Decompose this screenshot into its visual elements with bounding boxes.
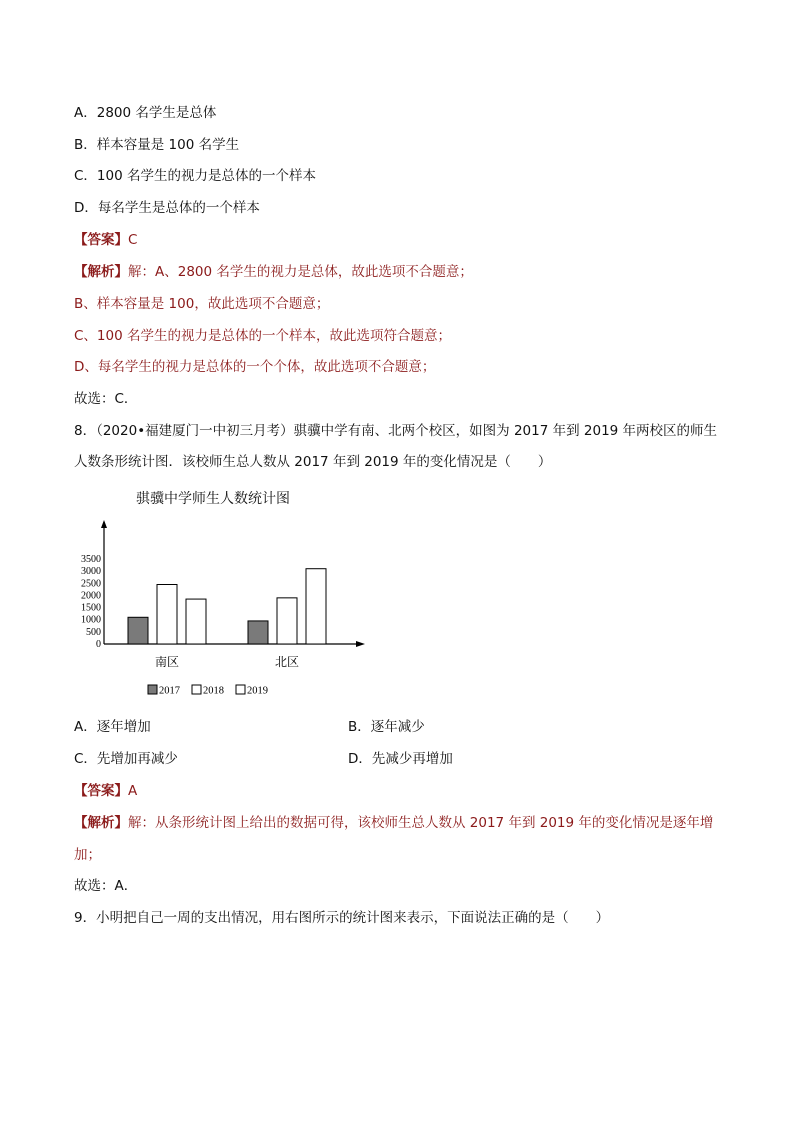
y-tick-label: 0 <box>96 639 101 650</box>
q7-option-a: A．2800 名学生是总体 <box>74 105 217 121</box>
q8-answer <box>74 782 137 800</box>
answer-tag: 【答案】 <box>74 783 128 799</box>
q8-stem-line-1: 8．（2020•福建厦门一中初三月考）骐骥中学有南、北两个校区，如图为 2017 年到 2019 年两校区的师生 <box>74 423 718 439</box>
bar <box>157 585 177 645</box>
legend-label: 2018 <box>203 685 224 697</box>
bar <box>128 617 148 644</box>
q7-choose: 故选：C． <box>74 391 138 407</box>
legend-label: 2019 <box>247 685 268 697</box>
analysis-text: 解：从条形统计图上给出的数据可得，该校师生总人数从 2017 年到 2019 年的变化情况是逐年增 <box>128 815 714 831</box>
q8-option-b: B．逐年减少 <box>348 719 425 735</box>
bar <box>277 598 297 644</box>
analysis-tag: 【解析】 <box>74 264 128 280</box>
chart-title: 骐骥中学师生人数统计图 <box>136 491 290 507</box>
bar <box>248 621 268 644</box>
y-tick-label: 1000 <box>81 614 101 626</box>
y-axis-arrow <box>101 520 107 528</box>
bar-chart <box>60 520 380 705</box>
answer-value: A <box>128 783 138 799</box>
q8-option-a: A．逐年增加 <box>74 719 151 735</box>
y-tick-label: 2500 <box>81 578 101 590</box>
q7-option-b: B．样本容量是 100 名学生 <box>74 137 240 153</box>
analysis-tag: 【解析】 <box>74 815 128 831</box>
legend-swatch <box>236 685 245 694</box>
q8-option-d: D．先减少再增加 <box>348 751 453 767</box>
analysis-text: 解：A、2800 名学生的视力是总体，故此选项不合题意； <box>128 264 473 280</box>
q7-analysis-line-3: C、100 名学生的视力是总体的一个样本，故此选项符合题意； <box>74 328 451 344</box>
q7-analysis-line-2: B、样本容量是 100，故此选项不合题意； <box>74 296 330 312</box>
q8-stem-line-2: 人数条形统计图．该校师生总人数从 2017 年到 2019 年的变化情况是（ ） <box>74 454 552 470</box>
y-tick-label: 1500 <box>81 602 101 614</box>
y-tick-label: 2000 <box>81 590 101 602</box>
q7-option-d: D．每名学生是总体的一个样本 <box>74 200 260 216</box>
y-tick-label: 3000 <box>81 566 101 578</box>
legend-swatch <box>148 685 157 694</box>
category-label: 北区 <box>274 655 300 669</box>
bar <box>186 599 206 644</box>
q9-stem: 9．小明把自己一周的支出情况，用右图所示的统计图来表示，下面说法正确的是（ ） <box>74 910 610 926</box>
category-label: 南区 <box>154 655 180 669</box>
q7-answer <box>74 231 137 249</box>
q8-option-c: C．先增加再减少 <box>74 751 178 767</box>
q7-analysis-line-4: D、每名学生的视力是总体的一个个体，故此选项不合题意； <box>74 359 436 375</box>
legend-swatch <box>192 685 201 694</box>
q7-analysis-line-1 <box>74 263 473 281</box>
legend-label: 2017 <box>159 685 180 697</box>
answer-tag: 【答案】 <box>74 232 128 248</box>
y-tick-label: 500 <box>86 626 101 638</box>
q8-choose: 故选：A． <box>74 878 138 894</box>
x-axis-arrow <box>356 641 365 647</box>
q7-option-c: C．100 名学生的视力是总体的一个样本 <box>74 168 316 184</box>
y-tick-label: 3500 <box>81 554 101 565</box>
q8-analysis-line-1 <box>74 814 713 832</box>
bar <box>306 569 326 644</box>
answer-value: C <box>128 232 138 248</box>
q8-analysis-line-2: 加； <box>74 847 101 863</box>
